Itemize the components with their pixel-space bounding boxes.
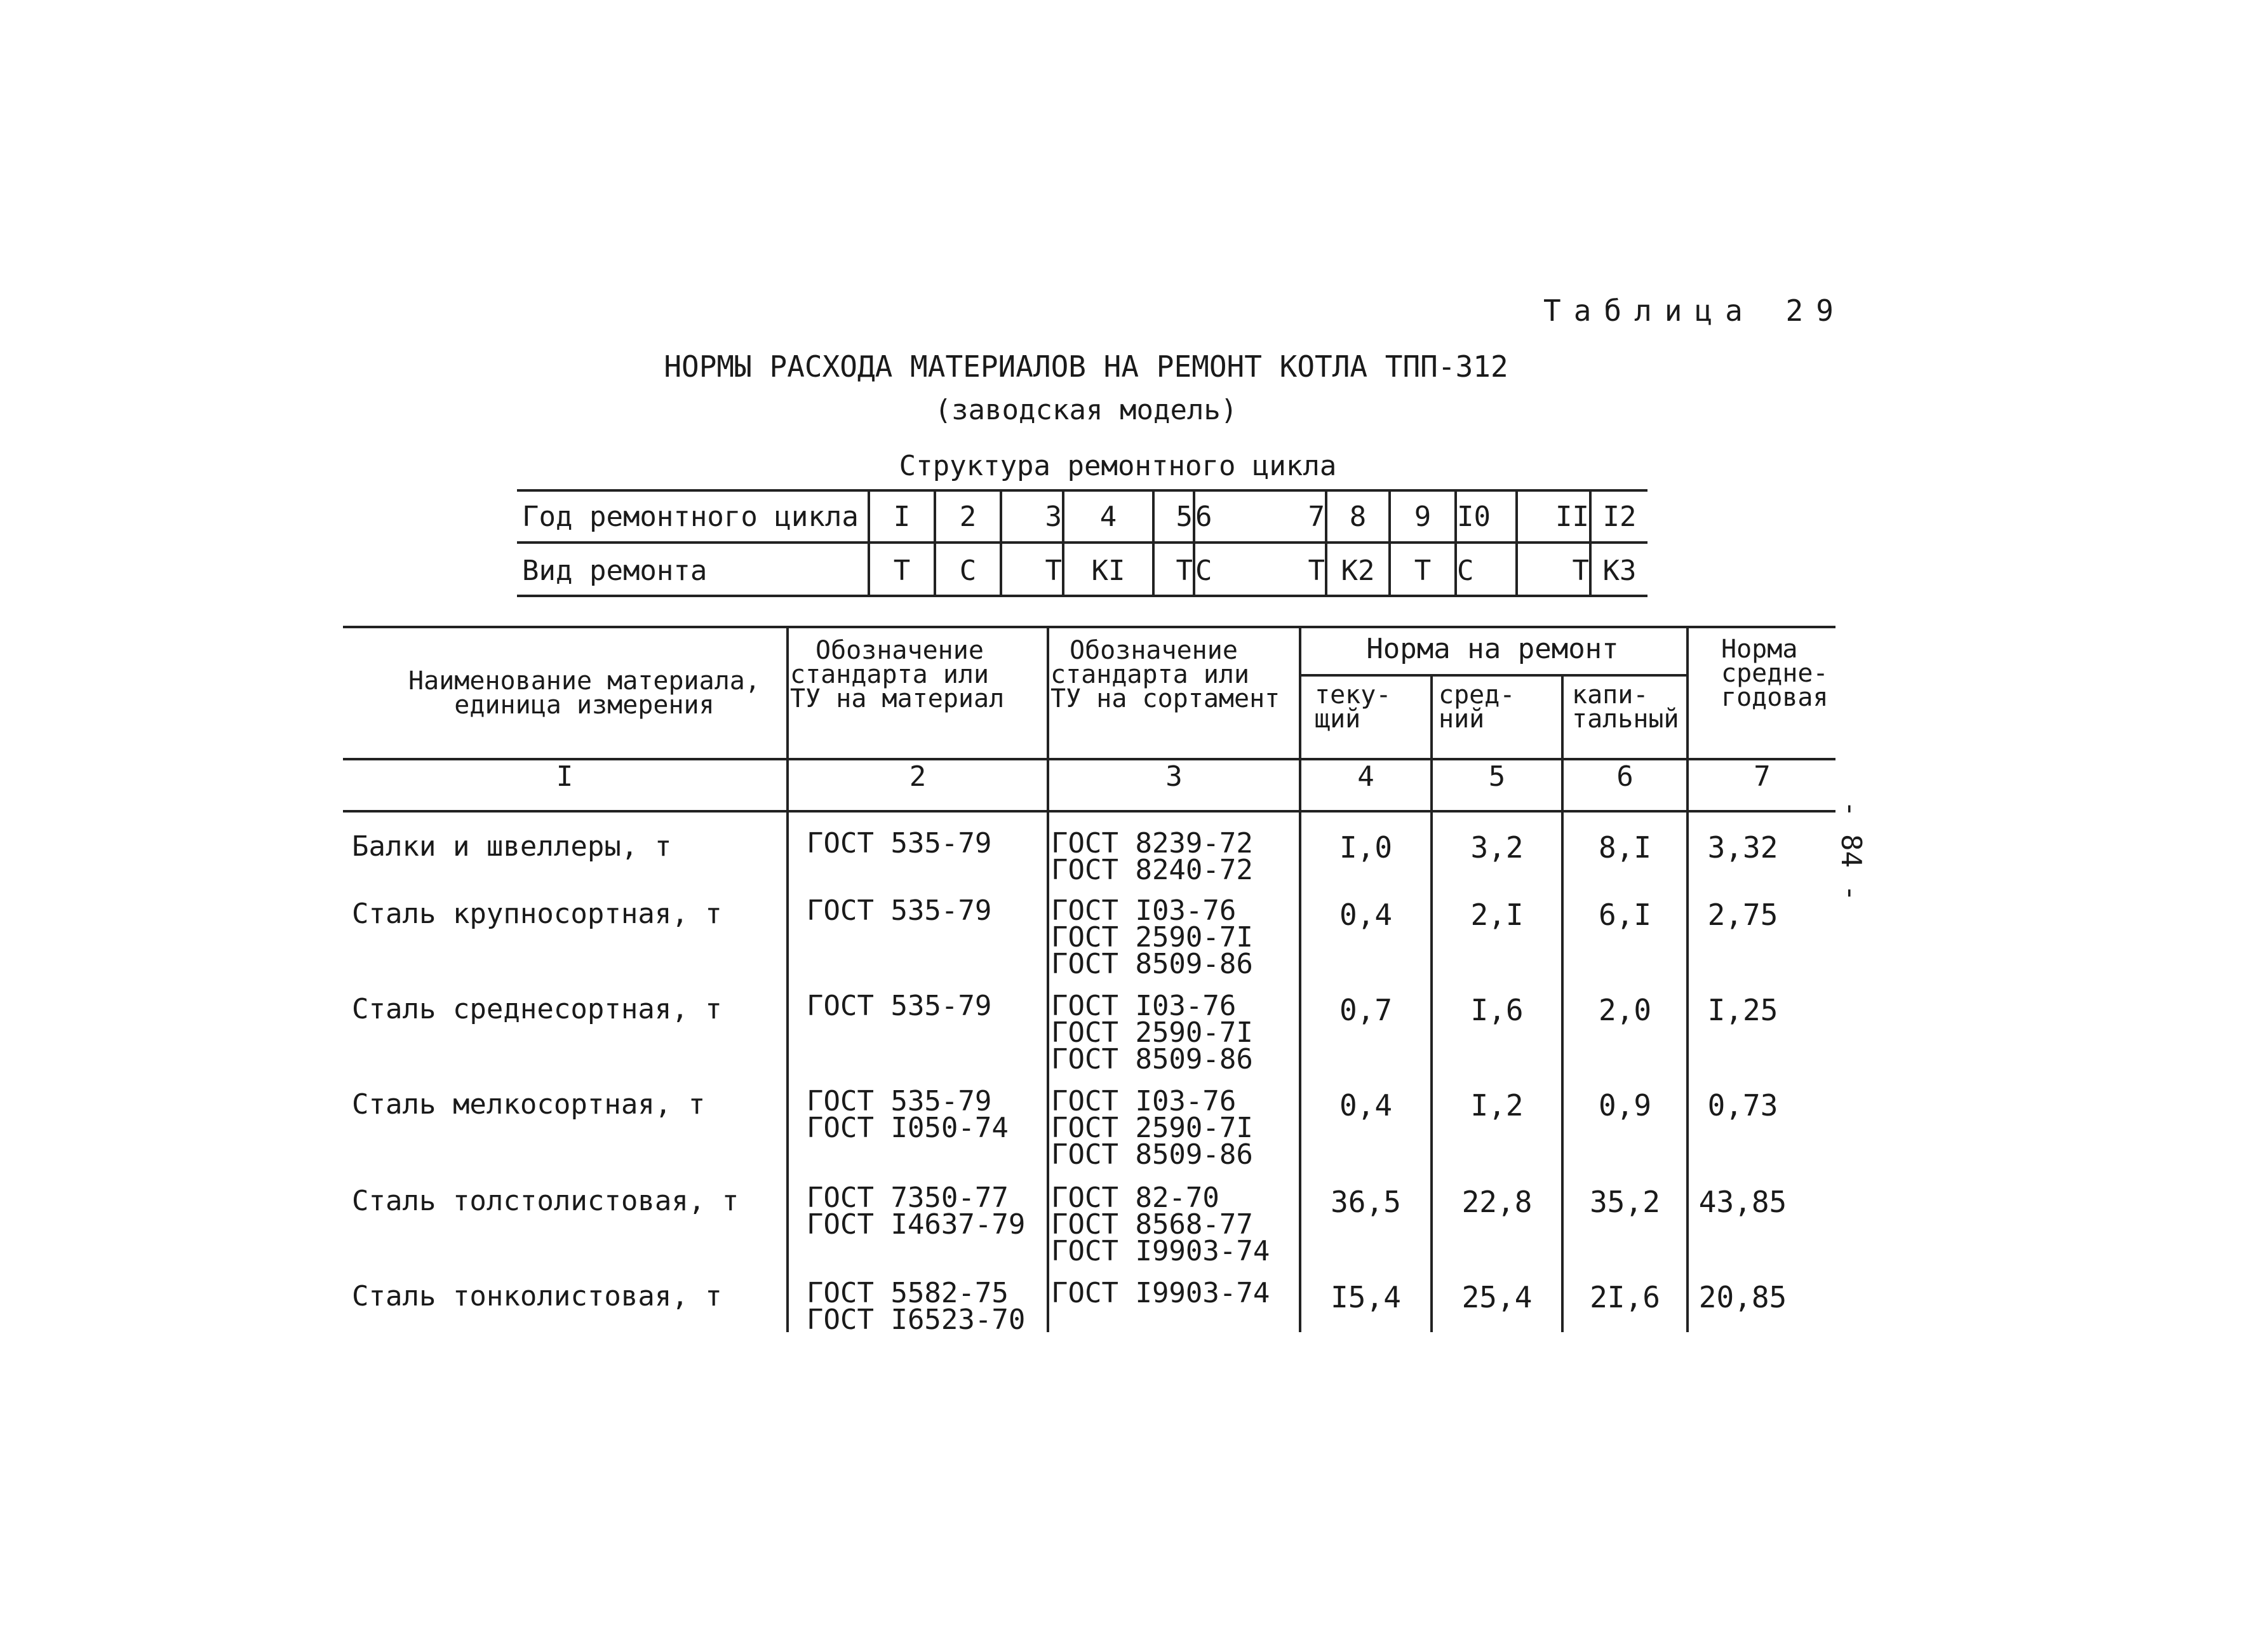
std-material (807, 1182, 1026, 1241)
header-line: Обозначение (1070, 636, 1238, 665)
column-number: 2 (909, 760, 927, 793)
cycle-type: К2 (1341, 555, 1375, 587)
cycle-type: С (1195, 555, 1212, 587)
cycle-type: К3 (1602, 555, 1637, 587)
header-annual (1721, 637, 1835, 710)
cycle-year: 7 (1308, 501, 1325, 533)
column-number: 5 (1488, 760, 1506, 793)
norm-current: 0,4 (1339, 898, 1393, 932)
std-assortment (1051, 1085, 1253, 1171)
std-assortment (1051, 894, 1253, 980)
cycle-type: Т (1308, 555, 1325, 587)
header-line: Норма (1721, 635, 1798, 664)
cycle-year: 8 (1349, 501, 1367, 533)
std-assortment (1051, 990, 1253, 1076)
std-material (807, 990, 992, 1022)
cycle-type: КI (1091, 555, 1125, 587)
std-line: ГОСТ 8568-77 (1051, 1208, 1253, 1241)
norm-capital: 35,2 (1590, 1185, 1660, 1219)
std-line: ГОСТ 8509-86 (1051, 1138, 1253, 1171)
header-capital (1572, 680, 1686, 734)
std-line: ГОСТ 8240-72 (1051, 854, 1253, 886)
std-assortment (1051, 1182, 1270, 1267)
header-line: Наименование материала, (408, 666, 760, 696)
cycle-type: С (1457, 555, 1474, 587)
header-line: средне- (1721, 659, 1828, 688)
norms-divider (1047, 626, 1049, 1332)
cycle-type: Т (1176, 555, 1193, 587)
std-material (807, 894, 992, 927)
norm-capital: 2,0 (1598, 993, 1652, 1027)
std-assortment (1051, 827, 1253, 886)
material-name: Сталь мелкосортная, т (352, 1088, 706, 1121)
std-line: ГОСТ 2590-7I (1051, 1112, 1253, 1144)
cycle-year: I (893, 501, 911, 533)
norm-annual: I,25 (1707, 993, 1778, 1027)
cycle-year: 4 (1099, 501, 1117, 533)
std-line: ГОСТ 535-79 (807, 827, 992, 860)
norm-annual: 3,32 (1707, 830, 1778, 865)
cycle-type: Т (1414, 555, 1432, 587)
header-line: ТУ на сортамент (1050, 684, 1280, 713)
norm-current: 36,5 (1331, 1185, 1401, 1219)
std-line: ГОСТ I9903-74 (1051, 1277, 1270, 1309)
header-line: сред- (1439, 680, 1515, 710)
norms-divider (1686, 626, 1689, 1332)
std-line: ГОСТ I03-76 (1051, 894, 1237, 927)
cycle-type: С (959, 555, 977, 587)
cycle-year: 2 (959, 501, 977, 533)
std-line: ГОСТ 82-70 (1051, 1182, 1219, 1214)
std-line: ГОСТ 2590-7I (1051, 1016, 1253, 1049)
header-line: Обозначение (815, 636, 984, 665)
cycle-type: Т (1572, 555, 1589, 587)
document-title: НОРМЫ РАСХОДА МАТЕРИАЛОВ НА РЕМОНТ КОТЛА ТПП-312 (664, 349, 1508, 384)
column-number: 7 (1754, 760, 1771, 793)
cycle-heading: Структура ремонтного цикла (899, 450, 1337, 482)
norm-capital: 0,9 (1598, 1088, 1652, 1123)
header-norm-repair: Норма на ремонт (1366, 633, 1619, 665)
norm-annual: 20,85 (1698, 1280, 1787, 1314)
std-line: ГОСТ I03-76 (1051, 990, 1237, 1022)
cycle-rule-top (517, 489, 1647, 492)
material-name: Сталь толстолистовая, т (352, 1185, 739, 1217)
norm-capital: 2I,6 (1590, 1280, 1660, 1314)
norm-current: I5,4 (1331, 1280, 1401, 1314)
cycle-rule-mid (517, 541, 1647, 544)
norm-capital: 8,I (1598, 830, 1652, 865)
std-line: ГОСТ 535-79 (807, 1085, 992, 1117)
norm-medium: I,6 (1470, 993, 1524, 1027)
norm-annual: 43,85 (1698, 1185, 1787, 1219)
std-line: ГОСТ I4637-79 (807, 1208, 1026, 1241)
material-norms-table (343, 626, 1835, 1337)
page-number: - 84 - (1835, 800, 1867, 901)
std-line: ГОСТ 8239-72 (1051, 827, 1253, 860)
material-name: Балки и швеллеры, т (352, 830, 672, 863)
header-current (1315, 680, 1429, 734)
cycle-year: 3 (1045, 501, 1062, 533)
header-medium (1439, 680, 1559, 734)
header-line: капи- (1572, 680, 1649, 710)
cycle-type-label: Вид ремонта (522, 555, 708, 587)
header-line: ний (1439, 705, 1485, 734)
header-std-assortment (1050, 638, 1298, 711)
cycle-type: Т (893, 555, 911, 587)
header-line: единица измерения (454, 691, 715, 720)
norm-current: 0,7 (1339, 993, 1393, 1027)
norms-rule-top (343, 626, 1835, 628)
norm-medium: 3,2 (1470, 830, 1524, 865)
std-line: ГОСТ I03-76 (1051, 1085, 1237, 1117)
material-name: Сталь крупносортная, т (352, 898, 722, 930)
std-line: ГОСТ 7350-77 (807, 1182, 1009, 1214)
std-material (807, 1085, 1009, 1144)
header-material-name (387, 666, 781, 720)
std-line: ГОСТ 535-79 (807, 894, 992, 927)
header-std-material (790, 638, 1044, 711)
norms-divider (1299, 626, 1301, 1332)
norm-medium: 25,4 (1461, 1280, 1533, 1314)
norms-divider (786, 626, 789, 1332)
column-number: 4 (1357, 760, 1374, 793)
header-line: теку- (1315, 680, 1392, 710)
norm-current: 0,4 (1339, 1088, 1393, 1123)
header-line: тальный (1572, 705, 1679, 734)
std-line: ГОСТ I6523-70 (807, 1304, 1026, 1336)
cycle-year: 6 (1195, 501, 1212, 533)
table-label: Таблица 29 (1543, 293, 1846, 328)
cycle-year: I2 (1602, 501, 1637, 533)
repair-cycle-table (517, 489, 1647, 597)
column-number: I (556, 760, 574, 793)
header-line: стандарта или (1050, 660, 1250, 689)
norm-capital: 6,I (1598, 898, 1652, 932)
std-line: ГОСТ 8509-86 (1051, 948, 1253, 980)
norm-annual: 2,75 (1707, 898, 1778, 932)
column-number: 6 (1616, 760, 1634, 793)
header-line: ТУ на материал (790, 684, 1005, 713)
norm-current: I,0 (1339, 830, 1393, 865)
norm-medium: I,2 (1470, 1088, 1524, 1123)
std-line: ГОСТ 2590-7I (1051, 921, 1253, 954)
material-name: Сталь среднесортная, т (352, 993, 722, 1025)
header-line: щий (1315, 705, 1361, 734)
header-line: стандарта или (790, 660, 990, 689)
std-line: ГОСТ 5582-75 (807, 1277, 1009, 1309)
norms-rule-numbers (343, 810, 1835, 813)
cycle-year: II (1555, 501, 1589, 533)
std-material (807, 827, 992, 860)
std-line: ГОСТ 8509-86 (1051, 1043, 1253, 1076)
header-line: годовая (1721, 683, 1828, 712)
std-assortment (1051, 1277, 1270, 1309)
cycle-year-label: Год ремонтного цикла (522, 501, 859, 533)
norm-annual: 0,73 (1707, 1088, 1778, 1123)
std-line: ГОСТ I050-74 (807, 1112, 1009, 1144)
std-line: ГОСТ I9903-74 (1051, 1235, 1270, 1267)
cycle-year: 5 (1176, 501, 1193, 533)
cycle-year: I0 (1457, 501, 1491, 533)
norm-medium: 2,I (1470, 898, 1524, 932)
column-number: 3 (1165, 760, 1183, 793)
std-line: ГОСТ 535-79 (807, 990, 992, 1022)
material-name: Сталь тонколистовая, т (352, 1280, 722, 1312)
cycle-year: 9 (1414, 501, 1432, 533)
cycle-type: Т (1045, 555, 1062, 587)
norms-rule-subheader (1299, 674, 1686, 677)
norm-medium: 22,8 (1461, 1185, 1533, 1219)
cycle-rule-bottom (517, 595, 1647, 597)
std-material (807, 1277, 1026, 1336)
document-subtitle: (заводская модель) (934, 394, 1238, 426)
